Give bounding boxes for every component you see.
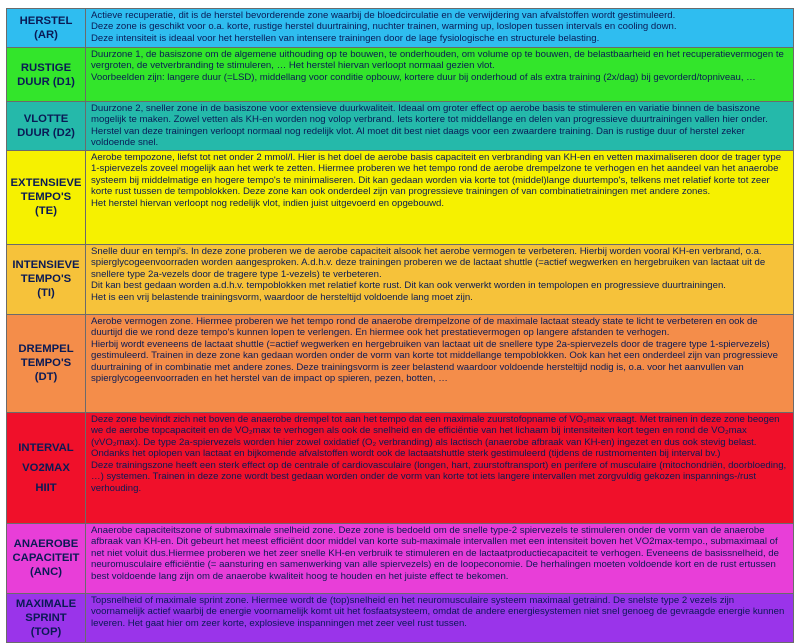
- zone-description-paragraph: Voorbeelden zijn: langere duur (=LSD), middellang voor conditie opbouw, kortere duur bij onderhoud of als extra training (2x/dag) bij gevorderd/topniveau, …: [91, 71, 756, 83]
- zone-description-paragraph: Ondanks het oplopen van lactaat en bijkomende afvalstoffen wordt ook de lactaatshuttle sterk gestimuleerd (tijdens de rustmomenten bij interval bv.): [91, 448, 721, 460]
- zone-row-drempel-tempos: [7, 314, 794, 412]
- zone-description-maximale-sprint: [86, 593, 794, 642]
- zone-description-herstel: [86, 9, 794, 48]
- zone-description-paragraph: Actieve recuperatie, dit is de herstel bevorderende zone waarbij de bloedcirculatie en de verwijdering van afvalstoffen wordt gestimuleerd.: [91, 10, 676, 21]
- zone-label-line: HERSTEL: [19, 15, 73, 27]
- zone-label-line: RUSTIGE: [20, 61, 72, 74]
- zone-label-line: ANAEROBE: [13, 538, 79, 551]
- zone-label-vlotte-duur: [7, 102, 86, 151]
- zone-label-line: MAXIMALE: [15, 597, 77, 610]
- zone-label-intensieve-tempos: [7, 244, 86, 314]
- zone-description-paragraph: Hierbij wordt eveneens de lactaat shuttle (=actief wegwerken en hergebruiken van lactaat uit de snellere type 2a-spiervezels door de tragere type 1-spiervezels) gestimuleerd. Trainen in deze zone kan gedaan worden onder de vorm van korte tot middellange tempoblokken. Ook kan het een onderdeel zijn van progressieve duurtraining of in combinatie met andere zones. Deze trainingsvorm is zeer belastend waardoor voldoende hersteltijd nodig is, o.a. voor het aanvullen van spierglycogeenvoorraden en het herstel van de impact op spieren, pezen, botten, …: [91, 338, 778, 385]
- zone-label-interval: [7, 412, 86, 523]
- zone-label-extensieve-tempos: [7, 150, 86, 244]
- zone-label-line: INTENSIEVE: [12, 259, 80, 272]
- zone-label-drempel-tempos: [7, 314, 86, 412]
- zone-label-line: DUUR (D1): [17, 75, 75, 88]
- zone-row-rustige-duur: [7, 48, 794, 102]
- zone-description-drempel-tempos: [86, 314, 794, 412]
- zone-label-line: (AR): [34, 29, 58, 41]
- zone-description-paragraph: Aerobe tempozone, liefst tot net onder 2 mmol/l. Hier is het doel de aerobe basis capaciteit en verbranding van KH-en en vetten maximaliseren door de trager type 1-spiervezels zoveel mogelijk aan het werk te zetten. Hiermee proberen we het tempo rond de aerobe drempelzone te verhogen en het aandeel van het anaerobe systeem bij middelmatige en hogere tempo's te minimaliseren. Dit kan gedaan worden via korte tot (middel)lange duurtempo's, telkens met relatief korte tot zeer korte rust tussen de tempoblokken. Deze zone kan ook onderdeel zijn van progressieve trainingen of van combinatietrainingen met andere zones.: [91, 151, 782, 198]
- zone-description-paragraph: Het is een vrij belastende trainingsvorm, waardoor de hersteltijd voldoende lang moet zijn.: [91, 291, 473, 303]
- zone-label-line: (TI): [37, 287, 55, 300]
- zone-description-paragraph: Aerobe vermogen zone. Hiermee proberen we het tempo rond de anaerobe drempelzone of de maximale lactaat steady state te licht te verbeteren en ook de duurtijd die we rond deze tempo's kunnen lopen te verlengen. En hiermee ook het prestatievermogen op langere afstanden te verhogen.: [91, 315, 758, 339]
- zone-label-line: INTERVAL: [18, 441, 74, 454]
- zone-label-line: TEMPO'S: [20, 191, 72, 204]
- zone-row-interval: [7, 412, 794, 523]
- zone-description-paragraph: Het herstel hiervan verloopt nog redelijk vlot, indien juist uitgevoerd en opgebouwd.: [91, 197, 445, 209]
- zone-label-line: TEMPO'S: [20, 273, 72, 286]
- zone-description-paragraph: Topsnelheid of maximale sprint zone. Hiermee wordt de (top)snelheid en het neuromusculaire systeem maximaal getraind. De snelste type 2 vezels zijn voornamelijk actief waarbij de energie voornamelijk komt uit het fosfaatsysteem, omdat de andere energiesystemen niet snel genoeg de gevraagde energie kunnen leveren. Het gaat hier om zeer korte, explosieve inspanningen met zeer veel rust tussen.: [91, 594, 785, 629]
- zone-label-rustige-duur: [7, 48, 86, 102]
- zone-description-intensieve-tempos: [86, 244, 794, 314]
- zone-description-paragraph: Deze trainingszone heeft een sterk effect op de centrale of cardiovasculaire (longen, hart, zuurstoftransport) en perifere of musculaire (mitochondriën, doorbloeding, …) systemen. Trainen in deze zone wordt best gedaan worden onder de vorm van korte tot iets langere intervallen met zorgvuldig gekozen inspannings-/rust verhouding.: [91, 459, 787, 494]
- zone-description-paragraph: Deze intensiteit is ideaal voor het herstellen van intensere trainingen door de lage fysiologische en structurele belasting.: [91, 32, 600, 44]
- zone-label-line: TEMPO'S: [20, 357, 72, 370]
- zone-label-line: EXTENSIEVE: [10, 177, 82, 190]
- zone-label-line: (TOP): [30, 625, 62, 638]
- zone-label-line: CAPACITEIT: [12, 552, 80, 565]
- zone-label-line: SPRINT: [25, 611, 67, 624]
- zone-label-line: VO2MAX: [22, 461, 70, 474]
- zone-label-line: (ANC): [30, 566, 62, 579]
- zone-description-rustige-duur: [86, 48, 794, 102]
- zone-description-paragraph: Deze zone bevindt zich net boven de anaerobe drempel tot aan het tempo dat een maximale zuurstofopname of VO₂max vraagt. Met trainen in deze zone beogen we de aerobe topcapaciteit en de VO₂max te verhogen als ook de snelheid en de efficiëntie van het lichaam bij intensiteiten kort tegen en rond de VO₂max (vVO₂max). De type 2a-spiervezels worden hier zowel oxidatief (O₂ verbranding) als lactisch (anaerobe afbraak van KH-en) ingezet en dus ook stevig belast.: [91, 413, 780, 448]
- zone-description-paragraph: Duurzone 1, de basiszone om de algemene uithouding op te bouwen, te onderhouden, om volume op te bouwen, de belastbaarheid en het recuperatievermogen te vergroten, de vetverbranding te stimuleren, … Het herstel hiervan verloopt normaal gezien vlot.: [91, 49, 784, 72]
- zone-label-anaerobe-capaciteit: [7, 523, 86, 593]
- zone-label-herstel: [7, 9, 86, 48]
- zone-row-extensieve-tempos: [7, 150, 794, 244]
- zone-description-vlotte-duur: [86, 102, 794, 151]
- zone-description-extensieve-tempos: [86, 150, 794, 244]
- zone-label-line: (DT): [34, 371, 58, 384]
- zone-label-line: (TE): [35, 205, 57, 218]
- zone-description-paragraph: Dit kan best gedaan worden a.d.h.v. tempoblokken met relatief korte rust. Dit kan ook verwerkt worden in tempolopen en progressieve duurtrainingen.: [91, 280, 726, 292]
- zone-description-paragraph: Duurzone 2, sneller zone in de basiszone voor extensieve duurkwaliteit. Ideaal om groter effect op aerobe basis te stimuleren en variatie binnen de basiszone mogelijk te maken. Zowel vetten als KH-en worden nog volop verbrand. Iets kortere tot middellange en delen van progressieve duurtrainingen vallen hier onder. Herstel van deze trainingen verloopt normaal nog redelijk vlot. Al moet dit best niet daags voor een zwaardere training. Dan is rustige duur of herstel zeker voldoende snel.: [91, 103, 768, 149]
- zone-description-paragraph: Anaerobe capaciteitszone of submaximale snelheid zone. Deze zone is bedoeld om de snelle type-2 spiervezels te stimuleren onder de vorm van de anaerobe afbraak van KH-en. Dit gebeurt het meest efficiënt door middel van korte sub-maximale intervallen met een intensiteit boven het VO2max-tempo., submaximaal of net niet voluit dus.Hiermee proberen we het zeer snelle KH-en verbruik te stimuleren en de lactaatproductiecapaciteit te verhogen. Eveneens de basissnelheid, de neuromusculaire efficiëntie (= aansturing en samenwerking van alle spiervezels) en de loopeconomie. De herhalingen moeten voldoende kort en de rust ertussen best voldoende lang zijn om de anaerobe kwaliteit hoog te houden en het juiste effect te bekomen.: [91, 524, 779, 582]
- zone-description-interval: [86, 412, 794, 523]
- zone-row-vlotte-duur: [7, 102, 794, 151]
- zone-label-line: VLOTTE: [23, 112, 69, 125]
- zone-label-line: HIIT: [35, 481, 57, 494]
- zone-label-line: DUUR (D2): [17, 126, 75, 139]
- zone-row-herstel: [7, 9, 794, 48]
- zone-row-maximale-sprint: [7, 593, 794, 642]
- training-zones-table: [6, 8, 794, 643]
- zone-row-intensieve-tempos: [7, 244, 794, 314]
- zone-description-paragraph: Deze zone is geschikt voor o.a. korte, rustige herstel duurtraining, nuchter trainen, warming up, loslopen tussen intervals en cooling down.: [91, 21, 677, 33]
- zone-description-paragraph: Snelle duur en tempi's. In deze zone proberen we de aerobe capaciteit alsook het aerobe vermogen te verbeteren. Hierbij worden vooral KH-en verbrand, o.a. spierglycogeenvoorraden worden aangesproken. A.d.h.v. deze trainingen proberen we de lactaat shuttle (=actief wegwerken en hergebruiken van lactaat uit de snellere type 2a-vezels door de tragere type 1-vezels) te verbeteren.: [91, 245, 766, 280]
- zone-row-anaerobe-capaciteit: [7, 523, 794, 593]
- zone-label-line: DREMPEL: [18, 343, 74, 356]
- zone-description-anaerobe-capaciteit: [86, 523, 794, 593]
- zone-label-maximale-sprint: [7, 593, 86, 642]
